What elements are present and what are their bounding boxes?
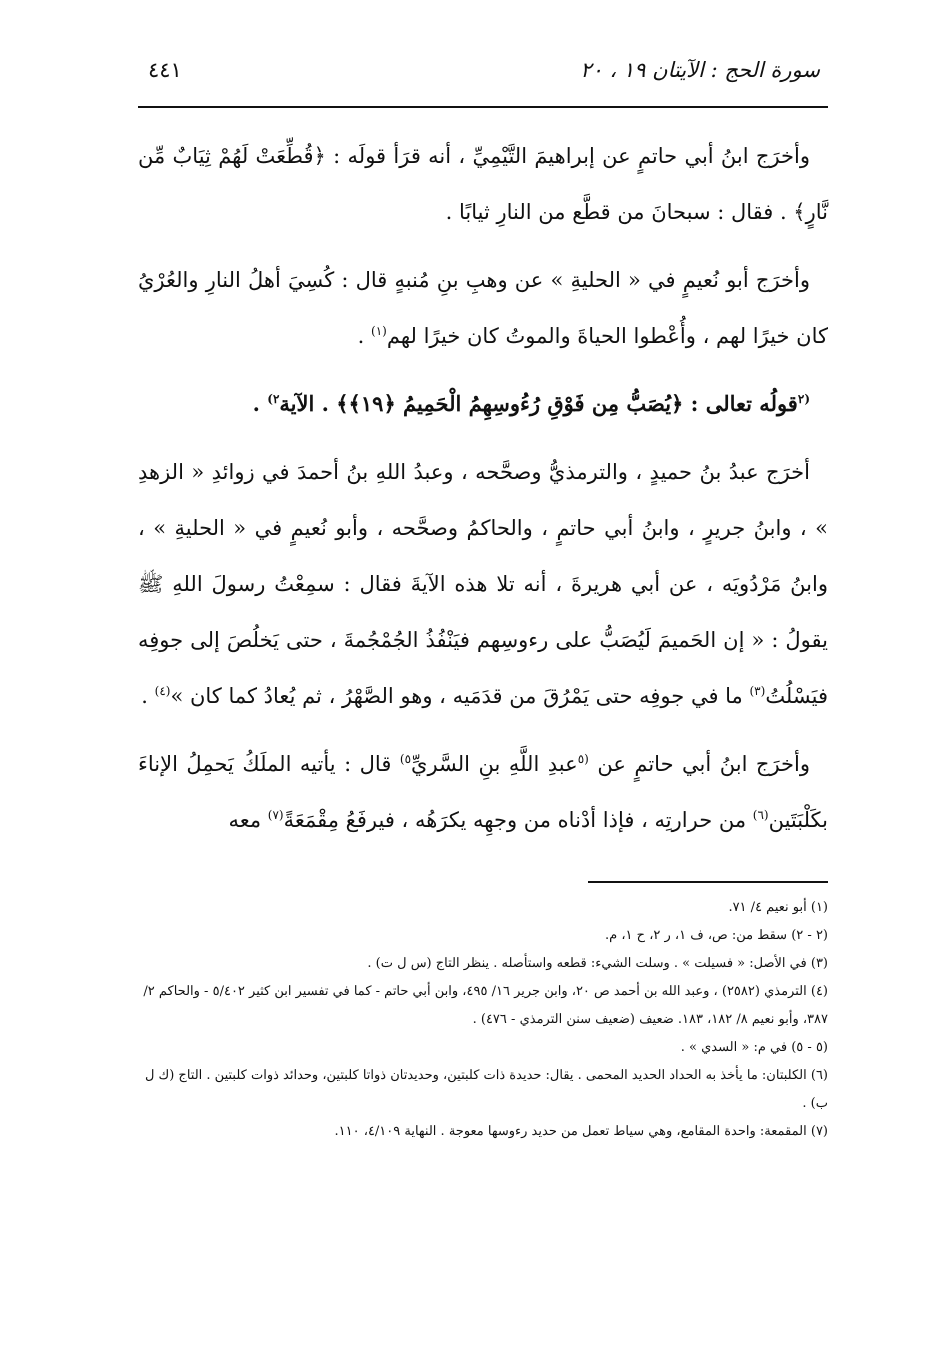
heading-text: قولُه تعالى : ﴿يُصَبُّ مِن فَوْقِ رُءُوسِهِمُ الْحَمِيمُ ﴿١٩﴾﴾ . الآية [279,391,798,416]
footnote-ref: (٢ [797,392,810,406]
footnote-ref: ٢) [267,392,280,406]
paragraph-tail: عبدِ اللَّهِ بنِ السَّريِّ [411,752,578,776]
paragraph-text: وأخرَج ابنُ أبي حاتمٍ عن إبراهيمَ التَّيْمِيِّ ، أنه قرَأ قولَه : ﴿قُطِّعَتْ لَهُمْ ثِيَابٌ مِّن نَّارٍ﴾ . فقال : سبحانَ من قطَّع من النارِ ثيابًا . [138,144,828,224]
paragraph-5 [138,736,828,848]
footnote-2: (٢ - ٢) سقط من: ص، ف ١، ر ٢، ح ١، م. [605,928,828,943]
paragraph-2 [138,252,828,364]
paragraph-text: وأخرَج أبو نُعيمٍ في « الحليةِ » عن وهبِ بنِ مُنبهٍ قال : كُسِيَ أهلُ النارِ والعُرْيُ كان خيرًا لهم ، وأُعْطوا الحياةَ والموتُ كان خيرًا لهم [138,268,828,348]
footnote-7: (٧) المقمعة: واحدة المقامع، وهي سياط تعمل من حديد رءوسها معوجة . النهاية ٤/١٠٩، ١١٠. [334,1124,828,1139]
running-head: سورة الحج : الآيتان ١٩ ، ٢٠ [580,58,820,82]
footnote-ref: (٧) [267,808,284,822]
footnote-ref: (٤) [154,684,171,698]
footnote-3: (٣) في الأصل: « فسيلت » . وسلت الشيء: قطعه واستأصله . ينظر التاج (س ل ت) . [367,956,828,971]
paragraph-tail: . [141,684,155,708]
paragraph-1 [138,128,828,240]
verse-heading [138,376,828,432]
paragraph-tail: ما في جوفِه حتى يَمْرُقَ من قدَمَيه ، وهو الصَّهْرُ ، ثم يُعادُ كما كان » [170,684,750,708]
paragraph-text: أخرَج عبدُ بنُ حميدٍ ، والترمذيُّ وصحَّحه ، وعبدُ اللهِ بنُ أحمدَ في زوائدِ « الزهدِ » ، وابنُ جريرٍ ، وابنُ أبي حاتمٍ ، والحاكمُ وصحَّحه ، وأبو نُعيمٍ في « الحليةِ » ، وابنُ مَرْدُويَه ، عن أبي هريرةَ ، أنه تلا هذه الآيةَ فقال : سمِعْتُ رسولَ اللهِ ﷺ يقولُ : « إن الحَميمَ لَيُصَبُّ على رءوسِهم فيَنْفُذُ الجُمْجُمةَ ، حتى يَخلُصَ إلى جوفِه فيَسْلُتُ [138,460,828,708]
paragraph-tail: قال : يأتيه الملَكُ يَحمِلُ الإناءَ بكَلْبَتَين [138,752,828,832]
paragraph-tail: من حرارتِه ، فإذا أدْناه من وجهِه يكرَهُه ، فيرفَعُ مِقْمَعَةً [283,808,753,832]
footnote-ref: (٦) [752,808,769,822]
paragraph-4 [138,444,828,724]
footnote-ref: (٣) [749,684,766,698]
footnotes [138,894,828,1146]
header-rule [138,106,828,108]
heading-tail: . [252,391,268,416]
footnote-6: (٦) الكلبتان: ما يأخذ به الحداد الحديد المحمى . يقال: حديدة ذات كلبتين، وحديدتان ذواتا كلبتين، وحدائد ذوات كلبتين . التاج (ك ل ب) . [144,1068,828,1111]
paragraph-text: وأخرَج ابنُ أبي حاتمٍ عن [588,752,811,776]
footnote-5: (٥ - ٥) في م: « السدي » . [680,1040,828,1055]
footnote-ref: (٥ [577,752,589,766]
footnote-ref: (١) [371,324,387,338]
main-text [138,128,828,860]
footnote-4: (٤) الترمذي (٢٥٨٢) ، وعبد الله بن أحمد ص ٢٠، وابن جرير ١٦/ ٤٩٥، وابن أبي حاتم - كما في تفسير ابن كثير ٥/٤٠٢ - والحاكم ٢/ ٣٨٧، وأبو نعيم ٨/ ١٨٢، ١٨٣. ضعيف (ضعيف سنن الترمذي - ٤٧٦) . [143,984,828,1027]
footnote-rule [588,881,828,883]
paragraph-tail: . [357,324,372,348]
footnote-ref: ٥) [399,752,412,766]
paragraph-tail: معه [228,808,268,832]
page-number: ٤٤١ [148,58,182,82]
page-header [148,52,820,92]
footnote-1: (١) أبو نعيم ٤/ ٧١. [728,900,828,915]
